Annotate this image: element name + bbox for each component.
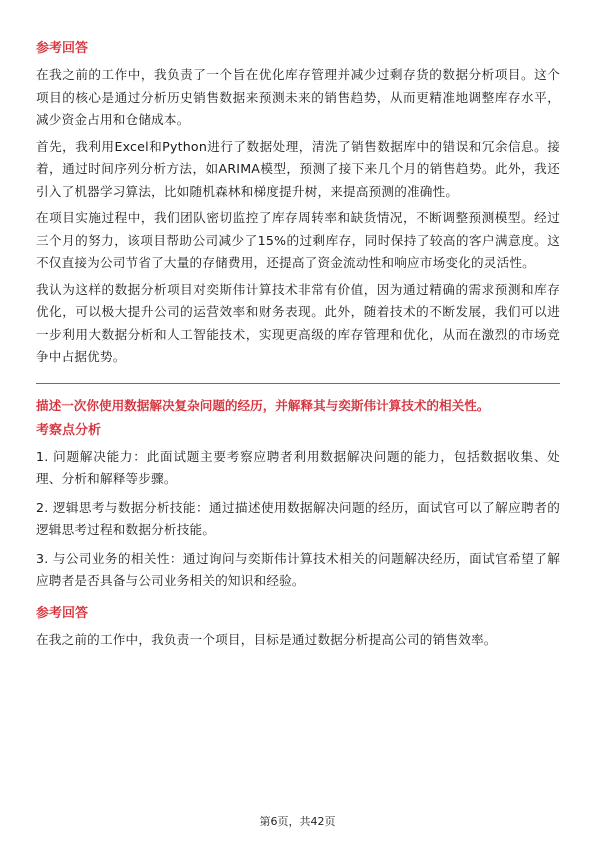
answer-paragraph: 在我之前的工作中，我负责了一个旨在优化库存管理并减少过剩存货的数据分析项目。这个项目的核心是通过分析历史销售数据来预测未来的销售趋势，从而更精准地调整库存水平，减少资金占用和仓储成本。 xyxy=(36,67,560,127)
analysis-heading: 考察点分析 xyxy=(36,422,102,438)
answer-paragraph: 我认为这样的数据分析项目对奕斯伟计算技术非常有价值，因为通过精确的需求预测和库存优化，可以极大提升公司的运营效率和财务表现。此外，随着技术的不断发展，我们可以进一步利用大数据分析和人工智能技术，实现更高级的库存管理和优化，从而在激烈的市场竞争中占据优势。 xyxy=(36,281,560,364)
section-divider xyxy=(36,383,560,384)
reference-answer-heading: 参考回答 xyxy=(36,41,89,56)
answer-paragraph: 首先，我利用Excel和Python进行了数据处理，清洗了销售数据库中的错误和冗余信息。接着，通过时间序列分析方法，如ARIMA模型，预测了接下来几个月的销售趋势。此外，我还引入了机器学习算法，比如随机森林和梯度提升树，来提高预测的准确性。 xyxy=(36,138,560,199)
page-number: 第6页，共42页 xyxy=(259,815,336,828)
page-content xyxy=(36,40,560,655)
reference-answer-heading-2: 参考回答 xyxy=(36,605,89,621)
analysis-item: 1. 问题解决能力：此面试题主要考察应聘者利用数据解决问题的能力，包括数据收集、处理、分析和解释等步骤。 xyxy=(36,448,560,486)
answer-paragraph-start: 在我之前的工作中，我负责一个项目，目标是通过数据分析提高公司的销售效率。 xyxy=(36,631,497,647)
analysis-item: 3. 与公司业务的相关性：通过询问与奕斯伟计算技术相关的问题解决经历，面试官希望了解应聘者是否具备与公司业务相关的知识和经验。 xyxy=(36,550,560,588)
interview-question: 描述一次你使用数据解决复杂问题的经历，并解释其与奕斯伟计算技术的相关性。 xyxy=(36,397,490,413)
answer-paragraph: 在项目实施过程中，我们团队密切监控了库存周转率和缺货情况，不断调整预测模型。经过三个月的努力，该项目帮助公司减少了15%的过剩库存，同时保持了较高的客户满意度。这不仅直接为公司节省了大量的存储费用，还提高了资金流动性和响应市场变化的灵活性。 xyxy=(36,210,560,270)
analysis-item: 2. 逻辑思考与数据分析技能：通过描述使用数据解决问题的经历，面试官可以了解应聘者的逻辑思考过程和数据分析技能。 xyxy=(36,499,560,537)
